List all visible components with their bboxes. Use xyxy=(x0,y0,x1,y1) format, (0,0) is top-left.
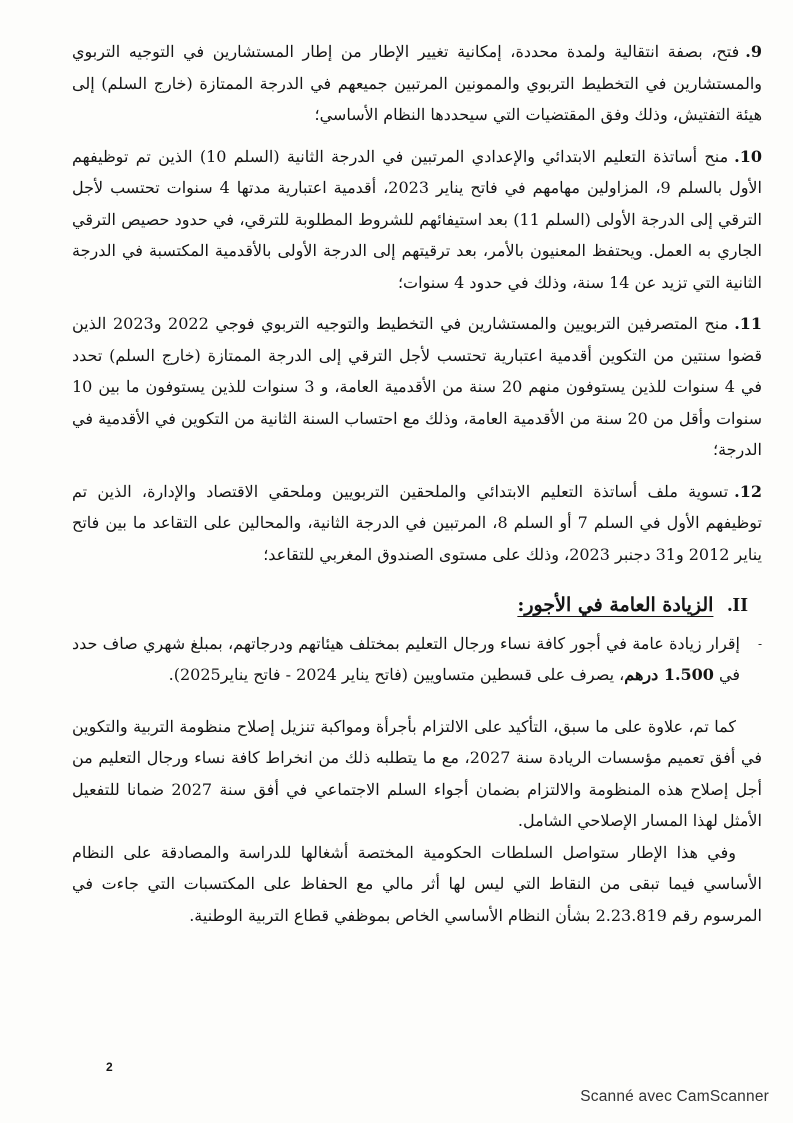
bullet-item xyxy=(72,628,762,691)
section-title: الزيادة العامة في الأجور: xyxy=(517,594,714,616)
salary-amount: 1.500 درهم xyxy=(624,665,714,684)
document-body xyxy=(72,36,762,931)
bullet-marker: - xyxy=(757,636,762,651)
list-item-12 xyxy=(72,476,762,571)
item-text: منح المتصرفين التربويين والمستشارين في التخطيط والتوجيه التربوي فوجي 2022 و2023 الذين قضوا سنتين من التكوين أقدمية اعتبارية تحتسب لأجل الترقي إلى الدرجة الممتازة (خارج السلم) تحدد في 4 سنوات للذين يستوفون منهم 20 سنة من الأقدمية العامة، و 3 سنوات للذين يستوفون ما بين 10 سنوات وأقل من 20 سنة من الأقدمية العامة، وذلك مع احتساب السنة الثانية من التكوين في الأقدمية في الدرجة؛ xyxy=(72,314,763,459)
spacer xyxy=(72,691,762,711)
spacer xyxy=(72,298,762,308)
section-number: II. xyxy=(727,594,748,616)
list-item-9 xyxy=(72,36,762,131)
item-number: 10. xyxy=(734,146,762,166)
item-text: فتح، بصفة انتقالية ولمدة محددة، إمكانية تغيير الإطار من إطار المستشارين في التوجيه التربوي والمستشارين في التخطيط التربوي والممونين المرتبين جميعهم في الدرجة الممتازة (خارج السلم) إلى هيئة التفتيش، وذلك وفق المقتضيات التي سيحددها النظام الأساسي؛ xyxy=(72,42,762,124)
bullet-text-after: ، يصرف على قسطين متساويين (فاتح يناير 2024 - فاتح يناير2025). xyxy=(168,665,625,684)
bullet-text-before: إقرار زيادة عامة في أجور كافة نساء ورجال التعليم بمختلف هيئاتهم ودرجاتهم، بمبلغ شهري صاف حدد في xyxy=(72,633,740,684)
item-number: 11. xyxy=(734,314,763,333)
list-item-10 xyxy=(72,141,762,299)
item-number: 9. xyxy=(745,42,762,61)
scanner-watermark: Scanné avec CamScanner xyxy=(580,1088,769,1105)
spacer xyxy=(72,131,762,141)
paragraph-commitment: كما تم، علاوة على ما سبق، التأكيد على الالتزام بأجرأة ومواكبة تنزيل إصلاح منظومة التربية والتكوين في أفق تعميم مؤسسات الريادة سنة 2027، مع ما يتطلبه ذلك من انخراط كافة نساء ورجال التعليم من أجل إصلاح هذه المنظومة والالتزام بضمان أجواء السلم الاجتماعي في أفق سنة 2027 ضمانا للتفعيل الأمثل لهذا المسار الإصلاحي الشامل. xyxy=(72,716,762,830)
item-text: تسوية ملف أساتذة التعليم الابتدائي والملحقين التربويين وملحقي الاقتصاد والإدارة، الذين تم توظيفهم الأول في السلم 7 أو السلم 8، المرتبين في الدرجة الثانية، والمحالين على التقاعد ما بين فاتح يناير 2012 و31 دجنبر 2023، وذلك على مستوى الصندوق المغربي للتقاعد؛ xyxy=(72,481,763,564)
list-item-11 xyxy=(72,308,762,466)
section-heading xyxy=(72,590,762,622)
bullet-text xyxy=(72,628,740,691)
spacer xyxy=(72,466,762,476)
item-number: 12. xyxy=(734,481,762,501)
item-text: منح أساتذة التعليم الابتدائي والإعدادي المرتبين في الدرجة الثانية (السلم 10) الذين تم توظيفهم الأول بالسلم 9، المزاولين مهامهم في فاتح يناير 2023، أقدمية اعتبارية مدتها 4 سنوات تحتسب لأجل الترقي إلى الدرجة الأولى (السلم 11) بعد استيفائهم للشروط المطلوبة للترقي، في حدود حصيص الترقي الجاري به العمل. ويحتفظ المعنيون بالأمر، بعد ترقيتهم إلى الدرجة الأولى بالأقدمية المكتسبة في الدرجة الثانية التي تزيد عن 14 سنة، وذلك في حدود 4 سنوات؛ xyxy=(72,146,763,292)
page-number: 2 xyxy=(106,1060,113,1074)
paragraph-framework: وفي هذا الإطار ستواصل السلطات الحكومية المختصة أشغالها للدراسة والمصادقة على النظام الأساسي فيما تبقى من النقاط التي ليس لها أثر مالي مع الحفاظ على المكتسبات التي جاءت في المرسوم رقم 2.23.819 بشأن النظام الأساسي الخاص بموظفي قطاع التربية الوطنية. xyxy=(72,842,762,925)
